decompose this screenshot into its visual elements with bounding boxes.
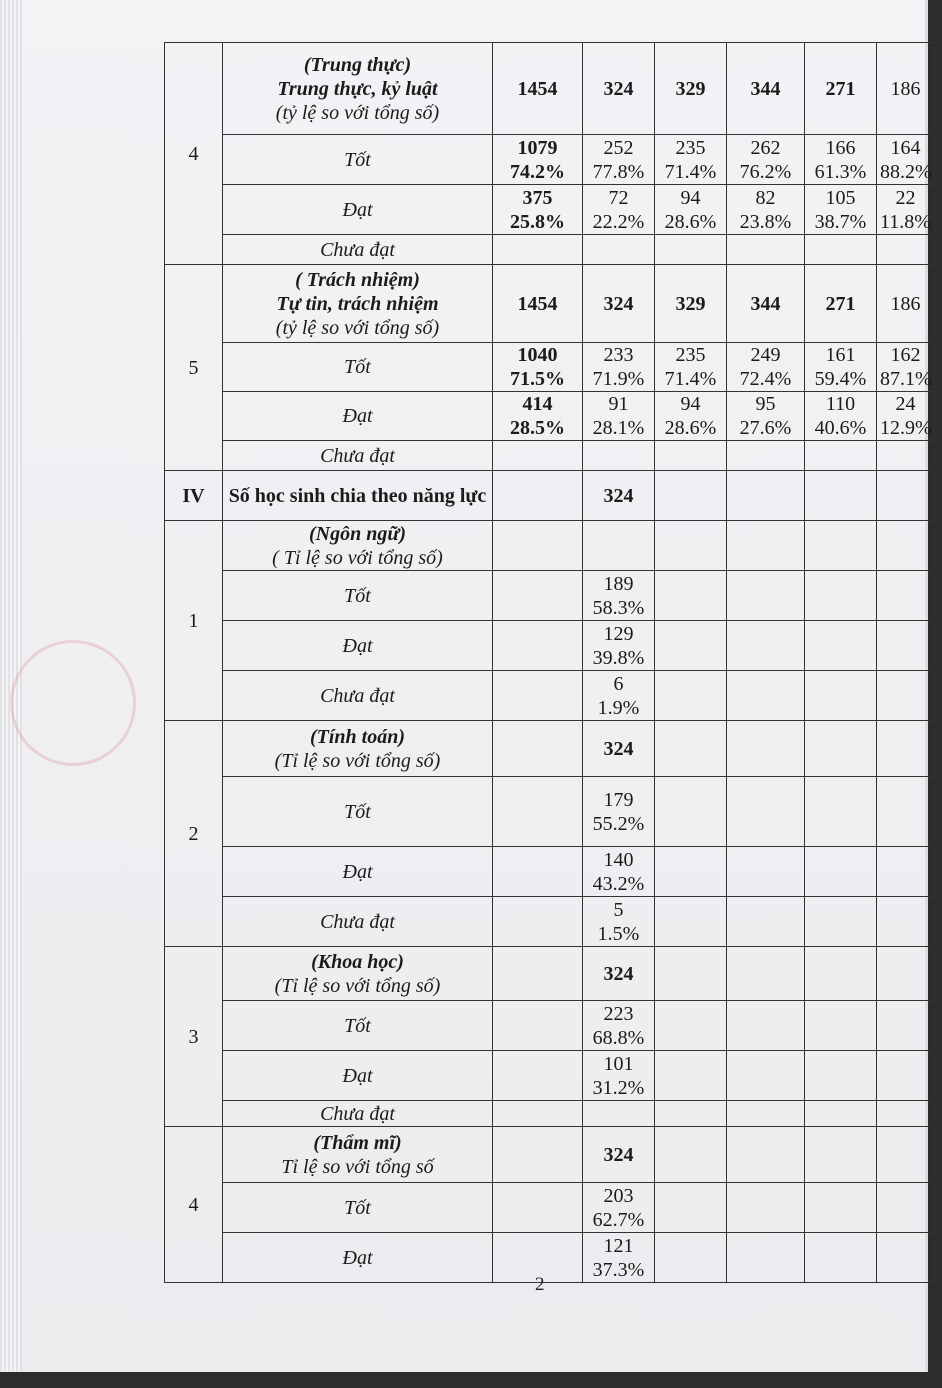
row-number: 1	[165, 521, 223, 721]
table-row	[165, 621, 935, 671]
grade2-cell: 235 71.4%	[655, 135, 727, 185]
grade1-cell: 252 77.8%	[583, 135, 655, 185]
level-pass-label: Đạt	[223, 392, 493, 441]
grade2-cell: 235 71.4%	[655, 343, 727, 392]
statistics-table	[164, 42, 935, 1283]
table-row	[165, 1051, 935, 1101]
value-cell: 223 68.8%	[583, 1001, 655, 1051]
level-good-label: Tốt	[223, 135, 493, 185]
value-cell: 101 31.2%	[583, 1051, 655, 1101]
value-cell: 179 55.2%	[583, 777, 655, 847]
grade4-cell: 166 61.3%	[805, 135, 877, 185]
value-cell: 6 1.9%	[583, 671, 655, 721]
level-good-label: Tốt	[223, 777, 493, 847]
grade5-cell: 164 88.2%	[877, 135, 935, 185]
page-number: 2	[535, 1274, 545, 1295]
table-row	[165, 1183, 935, 1233]
table-row	[165, 185, 935, 235]
grade3-cell: 82 23.8%	[727, 185, 805, 235]
grade5-cell: 24 12.9%	[877, 392, 935, 441]
table-row	[165, 471, 935, 521]
row-number: 5	[165, 265, 223, 471]
table-row	[165, 721, 935, 777]
value-cell: 189 58.3%	[583, 571, 655, 621]
grade2-cell: 329	[655, 265, 727, 343]
total-cell: 1040 71.5%	[493, 343, 583, 392]
grade4-cell: 271	[805, 265, 877, 343]
table-row	[165, 1233, 935, 1283]
value-cell: 324	[583, 721, 655, 777]
grade2-cell: 94 28.6%	[655, 185, 727, 235]
grade4-cell: 110 40.6%	[805, 392, 877, 441]
grade1-cell: 72 22.2%	[583, 185, 655, 235]
grade1-cell: 91 28.1%	[583, 392, 655, 441]
table-row	[165, 897, 935, 947]
level-good-label: Tốt	[223, 1001, 493, 1051]
level-good-label: Tốt	[223, 343, 493, 392]
grade5-cell: 186	[877, 43, 935, 135]
grade2-cell: 94 28.6%	[655, 392, 727, 441]
grade2-cell: 329	[655, 43, 727, 135]
grade5-cell: 162 87.1%	[877, 343, 935, 392]
level-pass-label: Đạt	[223, 621, 493, 671]
row-number: 4	[165, 1127, 223, 1283]
criteria-title: Số học sinh chia theo năng lực	[223, 471, 493, 521]
grade5-cell: 186	[877, 265, 935, 343]
row-number: IV	[165, 471, 223, 521]
grade3-cell: 344	[727, 43, 805, 135]
grade1-cell: 324	[583, 43, 655, 135]
table-row	[165, 343, 935, 392]
level-notyet-label: Chưa đạt	[223, 897, 493, 947]
value-cell: 324	[583, 947, 655, 1001]
level-pass-label: Đạt	[223, 847, 493, 897]
value-cell: 121 37.3%	[583, 1233, 655, 1283]
level-notyet-label: Chưa đạt	[223, 671, 493, 721]
value-cell: 324	[583, 471, 655, 521]
grade3-cell: 249 72.4%	[727, 343, 805, 392]
total-cell: 414 28.5%	[493, 392, 583, 441]
level-pass-label: Đạt	[223, 1051, 493, 1101]
value-cell: 5 1.5%	[583, 897, 655, 947]
table-row	[165, 235, 935, 265]
faded-stamp	[10, 640, 136, 766]
grade4-cell: 271	[805, 43, 877, 135]
grade3-cell: 344	[727, 265, 805, 343]
table-row	[165, 671, 935, 721]
level-good-label: Tốt	[223, 1183, 493, 1233]
grade4-cell: 105 38.7%	[805, 185, 877, 235]
table-row	[165, 441, 935, 471]
level-pass-label: Đạt	[223, 1233, 493, 1283]
grade5-cell: 22 11.8%	[877, 185, 935, 235]
value-cell: 129 39.8%	[583, 621, 655, 671]
grade1-cell: 324	[583, 265, 655, 343]
table-row	[165, 521, 935, 571]
criteria-title: (Thẩm mĩ) Tỉ lệ so với tổng số	[223, 1127, 493, 1183]
criteria-title: ( Trách nhiệm) Tự tin, trách nhiệm (tỷ lệ so với tổng số)	[223, 265, 493, 343]
table-row	[165, 571, 935, 621]
total-cell: 1454	[493, 265, 583, 343]
level-notyet-label: Chưa đạt	[223, 441, 493, 471]
grade3-cell: 262 76.2%	[727, 135, 805, 185]
value-cell: 324	[583, 1127, 655, 1183]
table-row	[165, 43, 935, 135]
criteria-title: (Trung thực) Trung thực, kỷ luật (tỷ lệ so với tổng số)	[223, 43, 493, 135]
table-row	[165, 135, 935, 185]
table-row	[165, 1127, 935, 1183]
table-row	[165, 1101, 935, 1127]
value-cell: 140 43.2%	[583, 847, 655, 897]
level-notyet-label: Chưa đạt	[223, 1101, 493, 1127]
criteria-title: (Ngôn ngữ) ( Tỉ lệ so với tổng số)	[223, 521, 493, 571]
grade4-cell: 161 59.4%	[805, 343, 877, 392]
table-row	[165, 265, 935, 343]
criteria-title: (Khoa học) (Tỉ lệ so với tổng số)	[223, 947, 493, 1001]
table-row	[165, 947, 935, 1001]
grade3-cell: 95 27.6%	[727, 392, 805, 441]
total-cell: 1454	[493, 43, 583, 135]
grade1-cell: 233 71.9%	[583, 343, 655, 392]
total-cell: 375 25.8%	[493, 185, 583, 235]
table-row	[165, 392, 935, 441]
criteria-title: (Tính toán) (Tỉ lệ so với tổng số)	[223, 721, 493, 777]
table-row	[165, 847, 935, 897]
level-pass-label: Đạt	[223, 185, 493, 235]
level-notyet-label: Chưa đạt	[223, 235, 493, 265]
table-row	[165, 777, 935, 847]
level-good-label: Tốt	[223, 571, 493, 621]
row-number: 4	[165, 43, 223, 265]
row-number: 2	[165, 721, 223, 947]
value-cell: 203 62.7%	[583, 1183, 655, 1233]
table-row	[165, 1001, 935, 1051]
total-cell: 1079 74.2%	[493, 135, 583, 185]
row-number: 3	[165, 947, 223, 1127]
